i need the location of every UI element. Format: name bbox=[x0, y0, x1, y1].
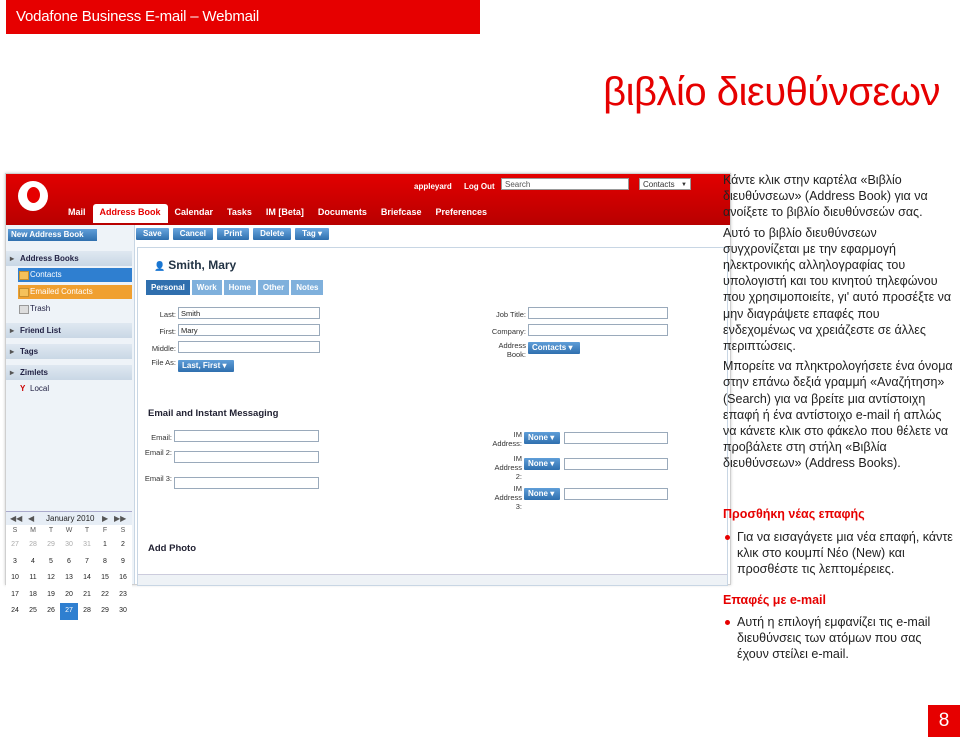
calendar-day[interactable]: 15 bbox=[101, 574, 109, 581]
main-tabs bbox=[61, 204, 494, 223]
calendar-day[interactable]: 12 bbox=[47, 574, 55, 581]
calendar-day[interactable]: 11 bbox=[29, 574, 37, 581]
sidebar-header-address-books[interactable]: ▸ Address Books bbox=[6, 251, 132, 266]
sidebar-item-emailed-contacts[interactable] bbox=[18, 285, 132, 299]
calendar-day[interactable]: 26 bbox=[47, 607, 55, 614]
prev-month-icon[interactable]: ◀ bbox=[28, 514, 35, 523]
search-scope-select[interactable] bbox=[639, 178, 691, 190]
prev-year-icon[interactable]: ◀◀ bbox=[10, 514, 23, 523]
calendar-day-name: S bbox=[12, 527, 18, 534]
email2-label: Email 2: bbox=[144, 448, 172, 457]
user-links bbox=[414, 182, 505, 191]
calendar-day[interactable]: 18 bbox=[29, 590, 37, 598]
calendar-day[interactable]: 29 bbox=[47, 541, 55, 548]
middle-name-field[interactable] bbox=[178, 341, 320, 353]
tab-address-book[interactable]: Address Book bbox=[93, 204, 168, 223]
file-as-value: Last, First bbox=[182, 361, 221, 370]
file-as-dropdown[interactable]: Last, First ▾ bbox=[178, 360, 234, 372]
calendar-day[interactable]: 9 bbox=[121, 557, 125, 565]
email3-label: Email 3: bbox=[144, 474, 172, 483]
search-input[interactable]: Search bbox=[501, 178, 629, 190]
tab-personal[interactable]: Personal bbox=[146, 280, 190, 295]
heading-emailed-contacts: Επαφές με e-mail bbox=[723, 593, 826, 607]
calendar-day[interactable]: 21 bbox=[83, 590, 91, 598]
calendar-day[interactable]: 17 bbox=[11, 590, 19, 598]
sidebar bbox=[6, 225, 135, 614]
sidebar-item-trash[interactable] bbox=[18, 302, 132, 316]
calendar-day-name: M bbox=[30, 527, 36, 534]
first-name-field[interactable]: Mary bbox=[178, 324, 320, 336]
calendar-day-name: W bbox=[65, 527, 73, 534]
calendar-month: January 2010 bbox=[46, 514, 95, 523]
calendar-day[interactable]: 10 bbox=[11, 574, 19, 581]
im-field[interactable] bbox=[564, 432, 668, 444]
calendar-day[interactable]: 2 bbox=[121, 541, 125, 548]
tab-home[interactable]: Home bbox=[224, 280, 256, 295]
vodafone-logo bbox=[18, 181, 48, 211]
sidebar-item-label: Local bbox=[30, 384, 50, 393]
tab-notes[interactable]: Notes bbox=[291, 280, 323, 295]
calendar-header bbox=[6, 512, 132, 525]
bullet-text: Για να εισαγάγετε μια νέα επαφή, κάντε κλικ στο κουμπί Νέο (New) και προσθέστε τις λεπτομέρειες. bbox=[737, 530, 953, 577]
email-field[interactable] bbox=[174, 430, 319, 442]
tab-calendar[interactable]: Calendar bbox=[174, 207, 214, 217]
section-email-im: Email and Instant Messaging bbox=[148, 408, 279, 419]
calendar-day-name: T bbox=[84, 527, 90, 534]
calendar-day[interactable]: 28 bbox=[29, 541, 37, 548]
paragraph-2: Αυτό το βιβλίο διευθύνσεων συγχρονίζεται με την εφαρμογή ηλεκτρονικής αλληλογραφίας του υπολογιστή και του κινητού τηλεφώνου που χρησιμοποιείτε, γι' αυτό προσέξτε να μην διαγράψετε επαφές που ενδεχομένως να χρειάζεστε σε άλλες περιπτώσεις. bbox=[723, 225, 952, 354]
tab-work[interactable]: Work bbox=[192, 280, 222, 295]
calendar-day[interactable]: 24 bbox=[11, 607, 19, 614]
mini-calendar bbox=[6, 511, 132, 635]
calendar-day[interactable]: 13 bbox=[65, 574, 73, 581]
email3-field[interactable] bbox=[174, 477, 319, 489]
calendar-day[interactable]: 31 bbox=[83, 541, 91, 548]
im3-field[interactable] bbox=[564, 488, 668, 500]
bullet-icon bbox=[725, 620, 730, 625]
calendar-day[interactable]: 7 bbox=[85, 557, 89, 565]
header-bar bbox=[6, 0, 480, 34]
file-as-label: File As: bbox=[151, 358, 176, 367]
calendar-day[interactable]: 1 bbox=[103, 541, 107, 548]
page-number: 8 bbox=[928, 705, 960, 737]
sidebar-header-zimlets[interactable]: ▸ Zimlets bbox=[6, 365, 132, 380]
tag-button[interactable]: Tag ▾ bbox=[295, 228, 329, 240]
paragraph-1: Κάντε κλικ στην καρτέλα «Βιβλίο διευθύνσεων» (Address Book) για να ανοίξετε το βιβλίο διευθύνσεών σας. bbox=[723, 173, 928, 220]
job-title-label: Job Title: bbox=[495, 310, 526, 319]
cancel-button[interactable]: Cancel bbox=[173, 228, 213, 240]
page-title: βιβλίο διευθύνσεων bbox=[603, 70, 940, 114]
calendar-day[interactable]: 29 bbox=[101, 607, 109, 614]
chevron-down-icon: ▼ bbox=[681, 182, 687, 188]
bullet-text: Αυτή η επιλογή εμφανίζει τις e-mail διευθύνσεις των ατόμων που σας έχουν στείλει e-mail. bbox=[737, 615, 931, 662]
im3-label: IM Address 3: bbox=[494, 484, 522, 511]
calendar-day-name: F bbox=[102, 527, 108, 534]
im3-dropdown[interactable]: None ▾ bbox=[524, 488, 560, 500]
calendar-day[interactable]: 22 bbox=[101, 590, 109, 598]
calendar-day[interactable]: 27 bbox=[11, 541, 19, 548]
bullet-icon bbox=[725, 535, 730, 540]
header-title: Vodafone Business E-mail – Webmail bbox=[16, 8, 260, 25]
calendar-grid bbox=[6, 525, 132, 620]
search-scope-label: Contacts bbox=[643, 180, 675, 189]
job-title-field[interactable] bbox=[528, 307, 668, 319]
horizontal-scrollbar[interactable] bbox=[138, 574, 727, 585]
calendar-day[interactable]: 30 bbox=[119, 607, 127, 614]
calendar-day[interactable]: 19 bbox=[47, 590, 55, 598]
new-address-book-button[interactable]: New Address Book bbox=[8, 229, 97, 241]
calendar-day[interactable]: 5 bbox=[49, 557, 53, 565]
user-name: appleyard bbox=[414, 182, 452, 191]
print-button[interactable]: Print bbox=[217, 228, 249, 240]
calendar-day[interactable]: 6 bbox=[67, 557, 71, 565]
contact-tabs bbox=[146, 280, 323, 295]
calendar-day[interactable]: 28 bbox=[83, 607, 91, 614]
folder-icon bbox=[19, 271, 29, 280]
calendar-day-name: T bbox=[48, 527, 54, 534]
calendar-day[interactable]: 14 bbox=[83, 574, 91, 581]
calendar-day[interactable]: 3 bbox=[13, 557, 17, 565]
tab-preferences[interactable]: Preferences bbox=[435, 207, 487, 217]
company-label: Company: bbox=[491, 327, 526, 336]
trash-icon bbox=[19, 305, 29, 314]
heading-add-contact: Προσθήκη νέας επαφής bbox=[723, 507, 865, 521]
tag-label: Tag bbox=[302, 229, 316, 238]
calendar-day-today[interactable]: 27 bbox=[60, 603, 78, 620]
sidebar-item-contacts[interactable] bbox=[18, 268, 132, 282]
delete-button[interactable]: Delete bbox=[253, 228, 291, 240]
tab-other[interactable]: Other bbox=[258, 280, 289, 295]
calendar-day[interactable]: 23 bbox=[119, 590, 127, 598]
next-year-icon[interactable]: ▶▶ bbox=[114, 514, 127, 523]
im-value: None bbox=[528, 489, 548, 498]
sidebar-header-tags[interactable]: ▸ Tags bbox=[6, 344, 132, 359]
calendar-day[interactable]: 8 bbox=[103, 557, 107, 565]
company-field[interactable] bbox=[528, 324, 668, 336]
im2-label: IM Address 2: bbox=[494, 454, 522, 481]
calendar-day-name: S bbox=[120, 527, 126, 534]
first-label: First: bbox=[159, 327, 176, 336]
im-dropdown[interactable]: None ▾ bbox=[524, 432, 560, 444]
calendar-day[interactable]: 30 bbox=[65, 541, 73, 548]
tab-mail[interactable]: Mail bbox=[68, 207, 86, 217]
toolbar bbox=[136, 228, 329, 240]
calendar-day[interactable]: 4 bbox=[31, 557, 35, 565]
address-book-value: Contacts bbox=[532, 343, 567, 352]
tab-tasks[interactable]: Tasks bbox=[227, 207, 252, 217]
tab-im[interactable]: IM [Beta] bbox=[265, 207, 304, 217]
calendar-day[interactable]: 20 bbox=[65, 590, 73, 598]
tab-briefcase[interactable]: Briefcase bbox=[380, 207, 422, 217]
webmail-screenshot bbox=[5, 173, 731, 614]
save-button[interactable]: Save bbox=[136, 228, 169, 240]
description-text bbox=[723, 172, 955, 476]
im2-dropdown[interactable]: None ▾ bbox=[524, 458, 560, 470]
sidebar-item-label: Contacts bbox=[30, 270, 62, 279]
middle-label: Middle: bbox=[151, 344, 176, 353]
section-add-photo: Add Photo bbox=[148, 543, 197, 554]
paragraph-3: Μπορείτε να πληκτρολογήσετε ένα όνομα στην επάνω δεξιά γραμμή «Αναζήτηση» (Search) για να βρείτε μια αντίστοιχη επαφή ή ένα αντίστοιχο e-mail ή απλώς να κάνετε κλικ στο φάκελο που θέλετε να προβάλετε στη στήλη «Βιβλία διευθύνσεων» (Address Books). bbox=[723, 359, 953, 471]
contact-name: 👤 Smith, Mary bbox=[154, 258, 236, 272]
sidebar-header-friend-list[interactable]: ▸ Friend List bbox=[6, 323, 132, 338]
email-label: Email: bbox=[151, 433, 172, 442]
tab-documents[interactable]: Documents bbox=[317, 207, 367, 217]
calendar-day[interactable]: 25 bbox=[29, 607, 37, 614]
sidebar-item-label: Trash bbox=[30, 304, 51, 313]
folder-icon bbox=[19, 288, 29, 297]
yahoo-icon: Y bbox=[20, 384, 26, 393]
email2-field[interactable] bbox=[174, 451, 319, 463]
webmail-top-bar bbox=[6, 174, 730, 225]
address-book-dropdown[interactable]: Contacts ▾ bbox=[528, 342, 580, 354]
bullet-add-contact bbox=[723, 529, 955, 578]
logout-link[interactable]: Log Out bbox=[464, 182, 495, 191]
sidebar-item-label: Emailed Contacts bbox=[30, 287, 93, 296]
im-value: None bbox=[528, 433, 548, 442]
contact-form bbox=[137, 247, 728, 586]
im2-field[interactable] bbox=[564, 458, 668, 470]
im-label: IM Address: bbox=[492, 430, 522, 448]
bullet-emailed-contacts bbox=[723, 614, 955, 663]
im-value: None bbox=[528, 459, 548, 468]
calendar-day[interactable]: 16 bbox=[119, 574, 127, 581]
last-name-field[interactable]: Smith bbox=[178, 307, 320, 319]
sidebar-item-local[interactable] bbox=[18, 382, 132, 396]
last-label: Last: bbox=[159, 310, 176, 319]
next-month-icon[interactable]: ▶ bbox=[102, 514, 109, 523]
address-book-label: Address Book: bbox=[498, 341, 526, 359]
